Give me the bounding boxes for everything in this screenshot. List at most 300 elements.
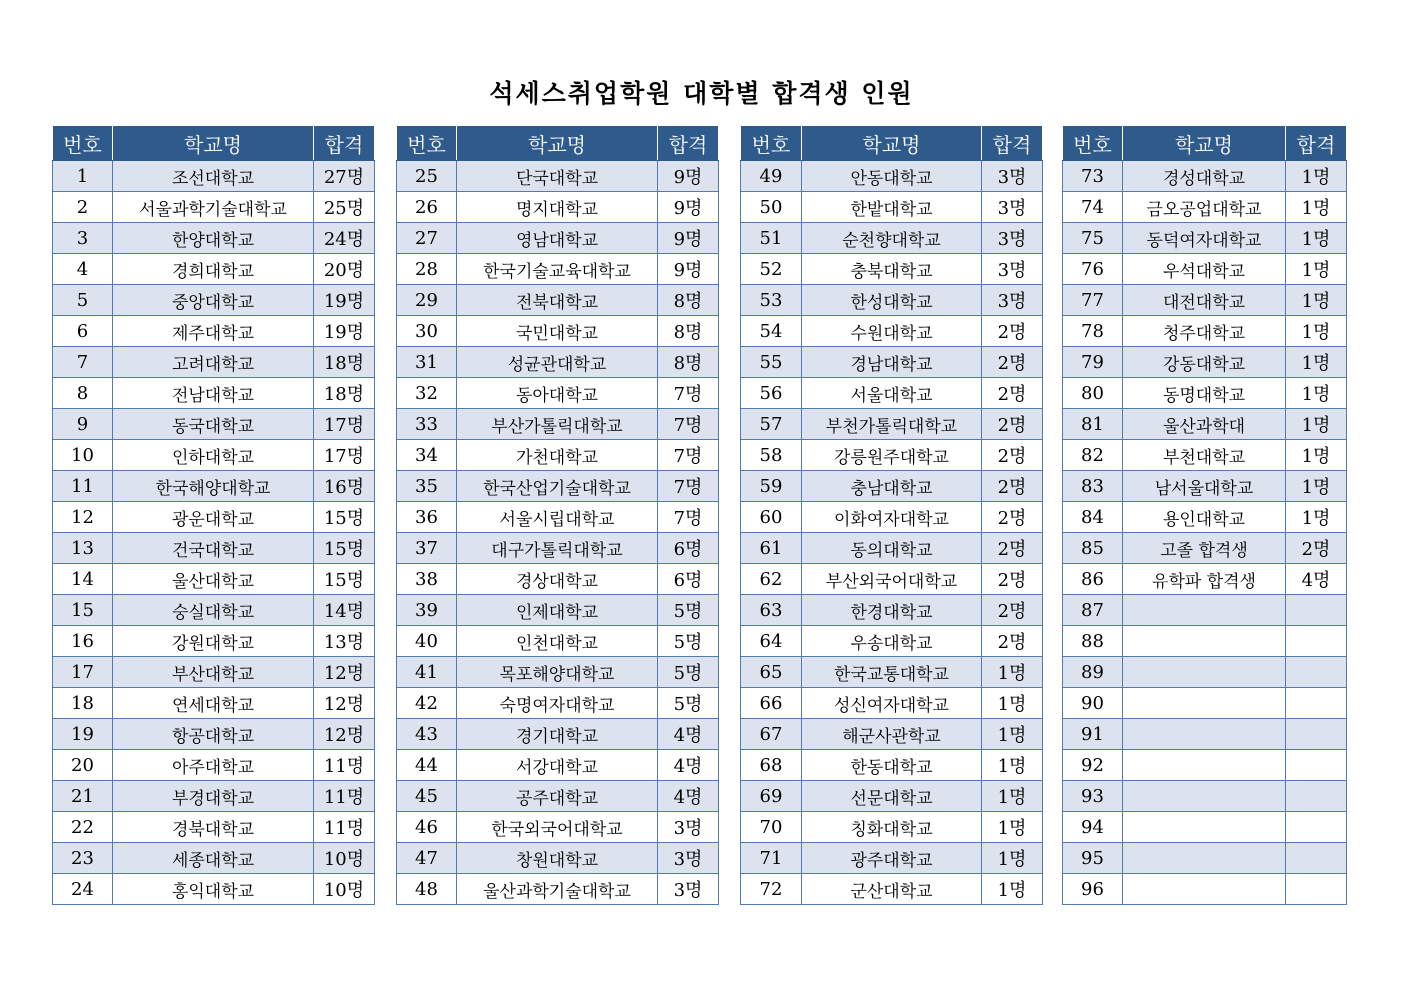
pass-count: 18명 — [314, 347, 375, 378]
table-row — [741, 781, 1043, 812]
school-name: 안동대학교 — [802, 161, 982, 192]
row-number: 67 — [741, 719, 802, 750]
row-number: 9 — [53, 409, 113, 440]
table-row — [53, 471, 375, 502]
pass-count: 9명 — [658, 254, 719, 285]
pass-count: 27명 — [314, 161, 375, 192]
school-name: 동의대학교 — [802, 533, 982, 564]
pass-count: 17명 — [314, 440, 375, 471]
pass-count: 7명 — [658, 409, 719, 440]
school-name: 제주대학교 — [113, 316, 314, 347]
table-row — [1063, 223, 1347, 254]
school-name — [1123, 626, 1286, 657]
pass-count: 4명 — [658, 781, 719, 812]
row-number: 63 — [741, 595, 802, 626]
school-name: 선문대학교 — [802, 781, 982, 812]
school-name: 공주대학교 — [457, 781, 658, 812]
table-row — [741, 750, 1043, 781]
pass-count: 1명 — [1286, 223, 1347, 254]
table-body — [741, 161, 1043, 905]
school-name: 경북대학교 — [113, 812, 314, 843]
row-number: 58 — [741, 440, 802, 471]
table-row — [397, 378, 719, 409]
school-name: 경희대학교 — [113, 254, 314, 285]
row-number: 16 — [53, 626, 113, 657]
school-name: 중앙대학교 — [113, 285, 314, 316]
header-number: 번호 — [53, 126, 113, 161]
table-row — [53, 285, 375, 316]
row-number: 23 — [53, 843, 113, 874]
school-name — [1123, 657, 1286, 688]
pass-count — [1286, 688, 1347, 719]
row-number: 22 — [53, 812, 113, 843]
pass-count: 10명 — [314, 874, 375, 905]
school-name: 한경대학교 — [802, 595, 982, 626]
table-row — [1063, 192, 1347, 223]
pass-count: 25명 — [314, 192, 375, 223]
table-row — [741, 192, 1043, 223]
table-row — [1063, 254, 1347, 285]
school-name: 국민대학교 — [457, 316, 658, 347]
table-body — [1063, 161, 1347, 905]
row-number: 62 — [741, 564, 802, 595]
pass-count: 1명 — [982, 688, 1043, 719]
pass-count: 6명 — [658, 533, 719, 564]
school-name: 숙명여자대학교 — [457, 688, 658, 719]
table-row — [741, 471, 1043, 502]
pass-count: 1명 — [982, 874, 1043, 905]
table-row — [397, 812, 719, 843]
row-number: 27 — [397, 223, 457, 254]
school-name: 한국산업기술대학교 — [457, 471, 658, 502]
school-name: 목포해양대학교 — [457, 657, 658, 688]
header-number: 번호 — [741, 126, 802, 161]
table-row — [53, 812, 375, 843]
row-number: 66 — [741, 688, 802, 719]
school-name: 광주대학교 — [802, 843, 982, 874]
row-number: 25 — [397, 161, 457, 192]
row-number: 19 — [53, 719, 113, 750]
school-name: 서울대학교 — [802, 378, 982, 409]
school-name: 동덕여자대학교 — [1123, 223, 1286, 254]
school-name: 항공대학교 — [113, 719, 314, 750]
pass-count: 13명 — [314, 626, 375, 657]
row-number: 78 — [1063, 316, 1123, 347]
table-row — [397, 223, 719, 254]
table-row — [1063, 285, 1347, 316]
pass-count: 5명 — [658, 657, 719, 688]
row-number: 47 — [397, 843, 457, 874]
row-number: 1 — [53, 161, 113, 192]
pass-count: 15명 — [314, 564, 375, 595]
pass-count: 1명 — [1286, 347, 1347, 378]
row-number: 83 — [1063, 471, 1123, 502]
table-row — [397, 254, 719, 285]
row-number: 32 — [397, 378, 457, 409]
table-row — [1063, 471, 1347, 502]
pass-count: 15명 — [314, 533, 375, 564]
school-name — [1123, 750, 1286, 781]
school-name: 조선대학교 — [113, 161, 314, 192]
row-number: 10 — [53, 440, 113, 471]
pass-count: 1명 — [1286, 285, 1347, 316]
row-number: 81 — [1063, 409, 1123, 440]
pass-count: 8명 — [658, 347, 719, 378]
table-row — [397, 471, 719, 502]
row-number: 50 — [741, 192, 802, 223]
school-name: 대전대학교 — [1123, 285, 1286, 316]
table-row — [1063, 843, 1347, 874]
row-number: 94 — [1063, 812, 1123, 843]
row-number: 56 — [741, 378, 802, 409]
pass-count: 12명 — [314, 719, 375, 750]
row-number: 8 — [53, 378, 113, 409]
row-number: 20 — [53, 750, 113, 781]
table-row — [1063, 533, 1347, 564]
school-name: 서울시립대학교 — [457, 502, 658, 533]
school-name: 부산외국어대학교 — [802, 564, 982, 595]
pass-count: 17명 — [314, 409, 375, 440]
school-name: 숭실대학교 — [113, 595, 314, 626]
table-row — [1063, 347, 1347, 378]
row-number: 87 — [1063, 595, 1123, 626]
school-name: 인천대학교 — [457, 626, 658, 657]
row-number: 70 — [741, 812, 802, 843]
results-table-1 — [52, 125, 375, 905]
pass-count: 2명 — [982, 502, 1043, 533]
table-row — [741, 502, 1043, 533]
pass-count: 3명 — [982, 192, 1043, 223]
row-number: 41 — [397, 657, 457, 688]
school-name: 우석대학교 — [1123, 254, 1286, 285]
table-row — [53, 223, 375, 254]
table-row — [53, 192, 375, 223]
pass-count — [1286, 781, 1347, 812]
page-title: 석세스취업학원 대학별 합격생 인원 — [489, 79, 914, 108]
row-number: 29 — [397, 285, 457, 316]
table-row — [397, 316, 719, 347]
school-name: 한국기술교육대학교 — [457, 254, 658, 285]
row-number: 69 — [741, 781, 802, 812]
school-name — [1123, 688, 1286, 719]
pass-count: 12명 — [314, 688, 375, 719]
pass-count: 4명 — [1286, 564, 1347, 595]
row-number: 14 — [53, 564, 113, 595]
pass-count: 2명 — [982, 440, 1043, 471]
school-name: 고졸 합격생 — [1123, 533, 1286, 564]
row-number: 77 — [1063, 285, 1123, 316]
row-number: 6 — [53, 316, 113, 347]
school-name: 인제대학교 — [457, 595, 658, 626]
table-row — [741, 440, 1043, 471]
row-number: 89 — [1063, 657, 1123, 688]
row-number: 93 — [1063, 781, 1123, 812]
row-number: 2 — [53, 192, 113, 223]
table-row — [53, 316, 375, 347]
pass-count: 16명 — [314, 471, 375, 502]
table-row — [53, 409, 375, 440]
row-number: 37 — [397, 533, 457, 564]
school-name: 칭화대학교 — [802, 812, 982, 843]
school-name: 광운대학교 — [113, 502, 314, 533]
row-number: 72 — [741, 874, 802, 905]
row-number: 34 — [397, 440, 457, 471]
pass-count: 1명 — [982, 750, 1043, 781]
school-name: 성균관대학교 — [457, 347, 658, 378]
pass-count: 2명 — [982, 595, 1043, 626]
row-number: 51 — [741, 223, 802, 254]
row-number: 91 — [1063, 719, 1123, 750]
school-name: 경남대학교 — [802, 347, 982, 378]
table-row — [397, 347, 719, 378]
pass-count: 3명 — [658, 874, 719, 905]
row-number: 26 — [397, 192, 457, 223]
school-name: 강원대학교 — [113, 626, 314, 657]
school-name: 세종대학교 — [113, 843, 314, 874]
pass-count: 1명 — [1286, 378, 1347, 409]
pass-count — [1286, 657, 1347, 688]
pass-count: 2명 — [982, 471, 1043, 502]
pass-count: 7명 — [658, 440, 719, 471]
pass-count: 3명 — [982, 285, 1043, 316]
school-name: 고려대학교 — [113, 347, 314, 378]
table-row — [53, 688, 375, 719]
school-name: 울산과학기술대학교 — [457, 874, 658, 905]
school-name — [1123, 843, 1286, 874]
school-name: 동아대학교 — [457, 378, 658, 409]
table-row — [741, 161, 1043, 192]
results-table-4 — [1062, 125, 1347, 905]
table-row — [1063, 626, 1347, 657]
results-table-2 — [396, 125, 719, 905]
table-row — [1063, 564, 1347, 595]
pass-count: 11명 — [314, 781, 375, 812]
pass-count: 1명 — [1286, 254, 1347, 285]
table-row — [53, 254, 375, 285]
pass-count: 8명 — [658, 316, 719, 347]
table-row — [53, 781, 375, 812]
school-name: 한양대학교 — [113, 223, 314, 254]
school-name: 부산가톨릭대학교 — [457, 409, 658, 440]
table-row — [741, 595, 1043, 626]
header-school: 학교명 — [802, 126, 982, 161]
school-name: 한국교통대학교 — [802, 657, 982, 688]
table-row — [741, 285, 1043, 316]
row-number: 95 — [1063, 843, 1123, 874]
table-row — [741, 533, 1043, 564]
row-number: 5 — [53, 285, 113, 316]
school-name: 강동대학교 — [1123, 347, 1286, 378]
school-name: 부천가톨릭대학교 — [802, 409, 982, 440]
table-row — [397, 843, 719, 874]
row-number: 52 — [741, 254, 802, 285]
pass-count: 3명 — [982, 161, 1043, 192]
table-row — [741, 409, 1043, 440]
pass-count: 11명 — [314, 812, 375, 843]
pass-count: 14명 — [314, 595, 375, 626]
pass-count: 1명 — [1286, 409, 1347, 440]
row-number: 4 — [53, 254, 113, 285]
row-number: 86 — [1063, 564, 1123, 595]
school-name: 홍익대학교 — [113, 874, 314, 905]
school-name — [1123, 595, 1286, 626]
row-number: 75 — [1063, 223, 1123, 254]
row-number: 28 — [397, 254, 457, 285]
header-number: 번호 — [1063, 126, 1123, 161]
school-name: 충북대학교 — [802, 254, 982, 285]
table-row — [397, 781, 719, 812]
school-name — [1123, 812, 1286, 843]
pass-count: 1명 — [1286, 161, 1347, 192]
table-row — [53, 874, 375, 905]
table-body — [53, 161, 375, 905]
school-name: 동명대학교 — [1123, 378, 1286, 409]
school-name: 전북대학교 — [457, 285, 658, 316]
row-number: 59 — [741, 471, 802, 502]
school-name: 부천대학교 — [1123, 440, 1286, 471]
table-row — [397, 533, 719, 564]
school-name: 아주대학교 — [113, 750, 314, 781]
row-number: 33 — [397, 409, 457, 440]
row-number: 74 — [1063, 192, 1123, 223]
pass-count — [1286, 812, 1347, 843]
table-row — [397, 285, 719, 316]
header-row — [397, 126, 719, 161]
table-row — [1063, 750, 1347, 781]
pass-count: 3명 — [658, 812, 719, 843]
header-row — [1063, 126, 1347, 161]
pass-count — [1286, 719, 1347, 750]
table-row — [397, 657, 719, 688]
row-number: 36 — [397, 502, 457, 533]
school-name: 수원대학교 — [802, 316, 982, 347]
pass-count: 3명 — [982, 223, 1043, 254]
school-name: 해군사관학교 — [802, 719, 982, 750]
table-row — [397, 688, 719, 719]
pass-count: 9명 — [658, 223, 719, 254]
table-row — [53, 657, 375, 688]
school-name: 이화여자대학교 — [802, 502, 982, 533]
pass-count — [1286, 843, 1347, 874]
row-number: 21 — [53, 781, 113, 812]
table-row — [53, 750, 375, 781]
pass-count: 9명 — [658, 161, 719, 192]
table-row — [741, 564, 1043, 595]
table-row — [741, 347, 1043, 378]
row-number: 17 — [53, 657, 113, 688]
pass-count: 19명 — [314, 316, 375, 347]
row-number: 40 — [397, 626, 457, 657]
row-number: 35 — [397, 471, 457, 502]
table-row — [1063, 719, 1347, 750]
row-number: 82 — [1063, 440, 1123, 471]
school-name: 한밭대학교 — [802, 192, 982, 223]
table-row — [397, 719, 719, 750]
table-row — [397, 161, 719, 192]
row-number: 46 — [397, 812, 457, 843]
table-row — [53, 595, 375, 626]
pass-count: 6명 — [658, 564, 719, 595]
pass-count: 2명 — [982, 347, 1043, 378]
school-name: 연세대학교 — [113, 688, 314, 719]
row-number: 90 — [1063, 688, 1123, 719]
row-number: 30 — [397, 316, 457, 347]
school-name: 강릉원주대학교 — [802, 440, 982, 471]
row-number: 43 — [397, 719, 457, 750]
school-name: 영남대학교 — [457, 223, 658, 254]
table-row — [1063, 316, 1347, 347]
pass-count: 19명 — [314, 285, 375, 316]
header-count: 합격 — [982, 126, 1043, 161]
pass-count: 9명 — [658, 192, 719, 223]
school-name: 한국외국어대학교 — [457, 812, 658, 843]
school-name: 성신여자대학교 — [802, 688, 982, 719]
school-name: 경상대학교 — [457, 564, 658, 595]
row-number: 55 — [741, 347, 802, 378]
row-number: 65 — [741, 657, 802, 688]
table-row — [1063, 874, 1347, 905]
row-number: 13 — [53, 533, 113, 564]
table-row — [741, 688, 1043, 719]
pass-count: 18명 — [314, 378, 375, 409]
table-row — [397, 874, 719, 905]
pass-count: 1명 — [1286, 502, 1347, 533]
table-row — [397, 440, 719, 471]
pass-count: 11명 — [314, 750, 375, 781]
pass-count: 1명 — [1286, 316, 1347, 347]
row-number: 44 — [397, 750, 457, 781]
row-number: 24 — [53, 874, 113, 905]
table-row — [741, 874, 1043, 905]
school-name: 청주대학교 — [1123, 316, 1286, 347]
pass-count: 1명 — [1286, 471, 1347, 502]
pass-count: 15명 — [314, 502, 375, 533]
row-number: 68 — [741, 750, 802, 781]
pass-count: 4명 — [658, 750, 719, 781]
school-name: 인하대학교 — [113, 440, 314, 471]
school-name — [1123, 719, 1286, 750]
pass-count: 7명 — [658, 471, 719, 502]
school-name: 서울과학기술대학교 — [113, 192, 314, 223]
table-row — [1063, 502, 1347, 533]
row-number: 38 — [397, 564, 457, 595]
school-name: 금오공업대학교 — [1123, 192, 1286, 223]
row-number: 31 — [397, 347, 457, 378]
table-row — [1063, 161, 1347, 192]
school-name: 순천향대학교 — [802, 223, 982, 254]
table-row — [397, 626, 719, 657]
pass-count: 12명 — [314, 657, 375, 688]
table-row — [397, 750, 719, 781]
row-number: 15 — [53, 595, 113, 626]
table-row — [53, 533, 375, 564]
results-table-3 — [740, 125, 1043, 905]
pass-count — [1286, 626, 1347, 657]
pass-count: 1명 — [982, 719, 1043, 750]
table-row — [53, 378, 375, 409]
table-row — [1063, 595, 1347, 626]
table-row — [53, 347, 375, 378]
row-number: 57 — [741, 409, 802, 440]
header-count: 합격 — [658, 126, 719, 161]
pass-count: 20명 — [314, 254, 375, 285]
pass-count: 1명 — [982, 657, 1043, 688]
pass-count: 2명 — [982, 564, 1043, 595]
school-name: 한성대학교 — [802, 285, 982, 316]
pass-count: 3명 — [982, 254, 1043, 285]
table-row — [53, 626, 375, 657]
row-number: 12 — [53, 502, 113, 533]
